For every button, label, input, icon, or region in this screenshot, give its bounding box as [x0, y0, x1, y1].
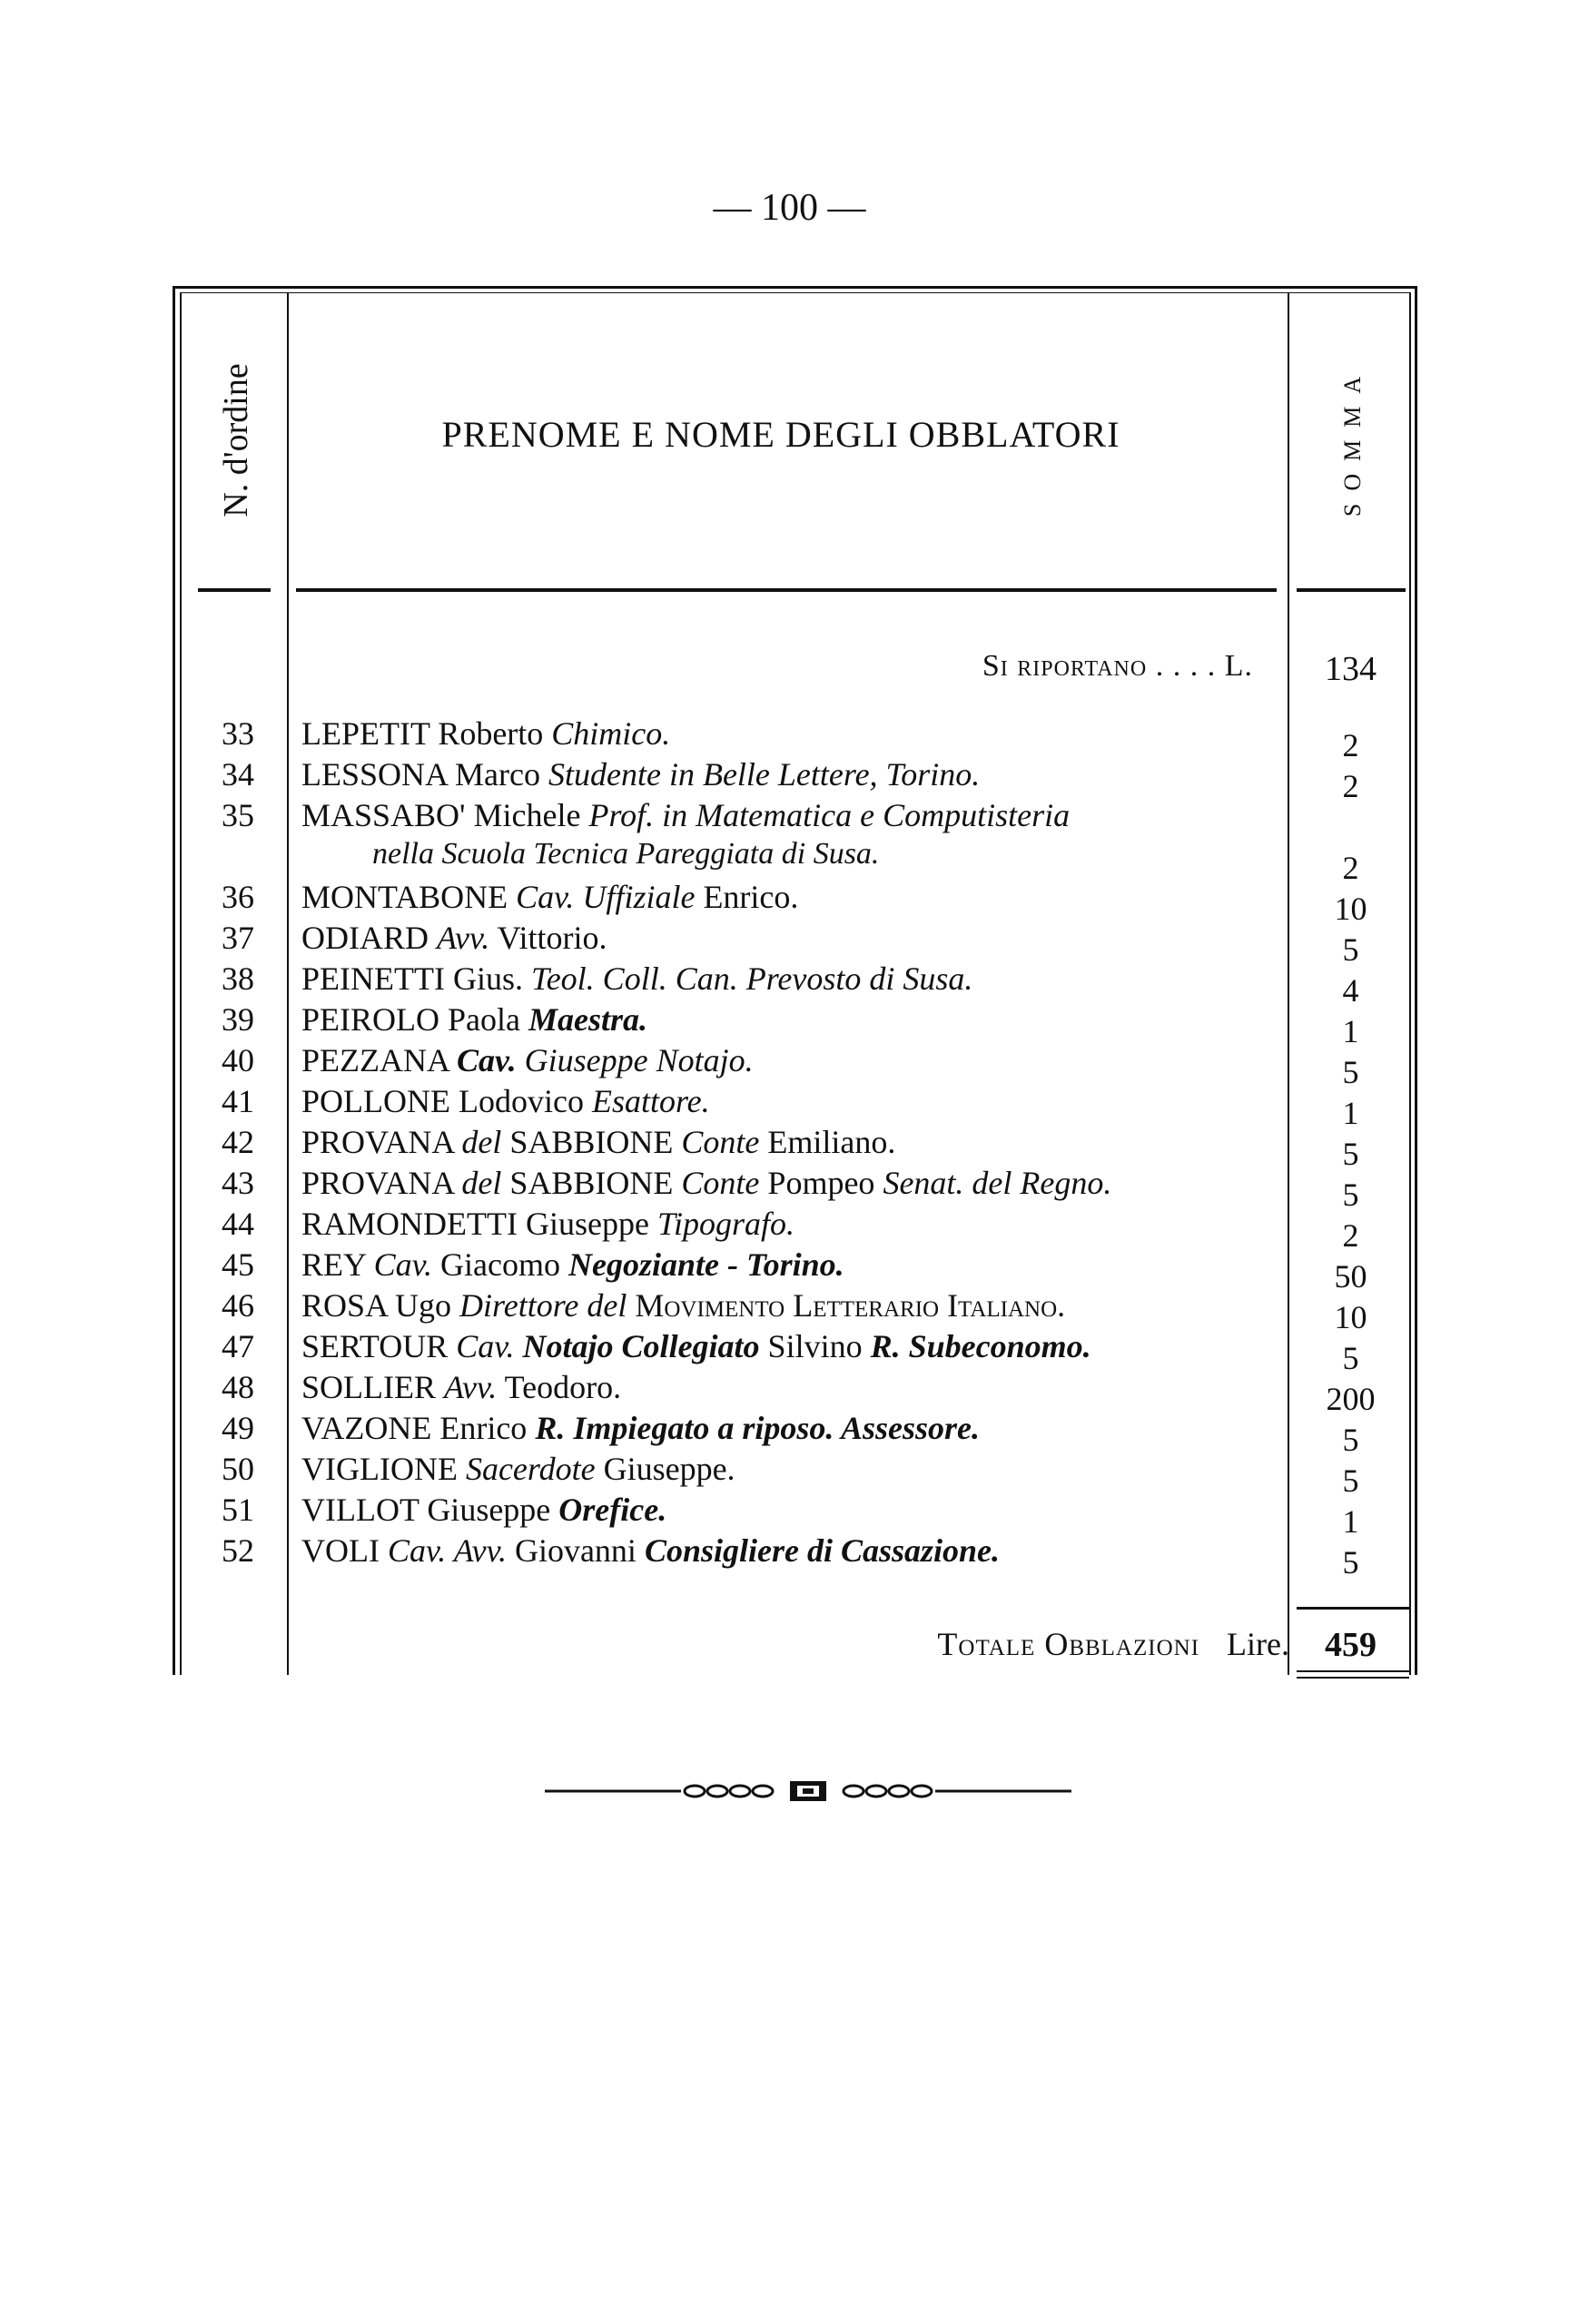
row-number: 47 [222, 1328, 254, 1364]
row-amount: 5 [1342, 1340, 1359, 1376]
donor-title: Studente in Belle Lettere, Torino. [548, 756, 981, 793]
row-amount: 10 [1334, 1299, 1367, 1335]
donor-first-name: Giovanni [514, 1532, 637, 1569]
outer-left-border-inner [180, 292, 182, 1675]
donor-surname: PROVANA [301, 1124, 454, 1160]
total-top-rule [1297, 1607, 1409, 1610]
column-header-sum [1294, 309, 1412, 572]
page-number: — 100 — [713, 187, 866, 229]
header-rule-names [296, 588, 1277, 592]
top-border-inner [180, 292, 1411, 293]
donor-surname: VIGLIONE [301, 1451, 458, 1487]
donor-title: Tipografo. [656, 1206, 795, 1242]
row-amount: 1 [1342, 1095, 1359, 1131]
total-label [763, 1625, 1289, 1663]
total-bottom-rule-2 [1297, 1677, 1409, 1679]
donor-title: Prof. in Matematica e Computisteria [588, 797, 1071, 833]
row-amount: 200 [1326, 1381, 1376, 1417]
donor-first-name: Enrico [439, 1410, 528, 1446]
header-rule-num [198, 588, 271, 592]
row-number: 46 [222, 1287, 254, 1324]
column-header-number-label: N. d'ordine [217, 363, 255, 517]
donor-first-name: Roberto [438, 715, 544, 752]
donor-surname-2: SABBIONE [509, 1124, 674, 1160]
row-donor [301, 1041, 1291, 1079]
donor-first-name: Giuseppe [427, 1492, 551, 1528]
donor-prefix: Cav. [456, 1328, 515, 1364]
row-amount: 50 [1334, 1258, 1367, 1295]
donor-title: Teol. Coll. Can. Prevosto di Susa. [530, 960, 973, 997]
donor-title: Consigliere di Cassazione. [644, 1532, 1000, 1569]
donor-first-name: Gius. [452, 960, 523, 997]
donor-surname: MONTABONE [301, 879, 508, 915]
donor-first-name: Enrico. [703, 879, 799, 915]
row-number: 39 [222, 1001, 254, 1038]
row-donor [301, 1409, 1291, 1447]
row-number: 52 [222, 1532, 254, 1569]
row-donor [301, 960, 1291, 998]
row-donor [301, 755, 1291, 793]
row-number: 51 [222, 1492, 254, 1528]
row-donor [301, 1368, 1291, 1406]
ornament-divider [545, 1777, 1071, 1805]
donor-first-name: Pompeo [767, 1165, 875, 1201]
donor-surname: PROVANA [301, 1165, 454, 1201]
row-number: 49 [222, 1410, 254, 1446]
row-number: 43 [222, 1165, 254, 1201]
donor-first-name: Vittorio. [497, 920, 607, 956]
donor-first-name: Michele [473, 797, 581, 833]
row-amount: 1 [1342, 1013, 1359, 1049]
row-donor [301, 1000, 1291, 1039]
donor-prefix: Avv. [444, 1369, 498, 1405]
donor-first-name: Teodoro. [504, 1369, 622, 1405]
donor-surname: REY [301, 1246, 366, 1283]
donor-surname: ROSA [301, 1287, 388, 1324]
row-amount: 5 [1342, 931, 1359, 968]
carry-over-value: 134 [1325, 650, 1377, 688]
row-donor [301, 1246, 1291, 1284]
donor-first-name: Emiliano. [767, 1124, 896, 1160]
donor-first-name: Giacomo [440, 1246, 560, 1283]
row-donor [301, 1082, 1291, 1120]
row-number: 48 [222, 1369, 254, 1405]
row-donor [301, 1164, 1291, 1202]
donor-surname: LEPETIT [301, 715, 430, 752]
donor-title: Uffiziale [582, 879, 696, 915]
donor-title: R. Impiegato a riposo. Assessore. [535, 1410, 981, 1446]
donor-title: Chimico. [551, 715, 671, 752]
donor-title: Direttore del [459, 1287, 627, 1324]
total-value: 459 [1325, 1626, 1377, 1664]
donor-prefix: del [461, 1165, 502, 1201]
donor-surname: PEINETTI [301, 960, 445, 997]
donor-surname: LESSONA [301, 756, 448, 793]
donor-surname: MASSABO' [301, 797, 466, 833]
donor-title: Maestra. [528, 1001, 647, 1038]
donor-title: Sacerdote [465, 1451, 596, 1487]
donor-prefix: Avv. [437, 920, 490, 956]
row-number: 44 [222, 1206, 254, 1242]
header-rule-sum [1297, 588, 1406, 592]
row-number: 34 [222, 756, 254, 793]
donor-title: Giuseppe Notajo. [524, 1042, 754, 1078]
row-donor [301, 1450, 1291, 1488]
row-number: 33 [222, 715, 254, 752]
column-header-number [191, 309, 281, 572]
donor-publication: Movimento Letterario Italiano. [635, 1287, 1066, 1324]
row-number: 41 [222, 1083, 254, 1119]
row-donor [301, 1286, 1291, 1324]
row-amount: 5 [1342, 1462, 1359, 1499]
row-donor [301, 919, 1291, 957]
outer-right-border [1415, 286, 1417, 1675]
row-donor [301, 1123, 1291, 1161]
donor-surname-2: SABBIONE [509, 1165, 674, 1201]
donor-surname: SERTOUR [301, 1328, 449, 1364]
donor-title: Senat. del Regno. [883, 1165, 1112, 1201]
donor-title: Esattore. [591, 1083, 710, 1119]
row-number: 40 [222, 1042, 254, 1078]
donor-prefix-2: Conte [681, 1124, 760, 1160]
row-number: 35 [222, 797, 254, 833]
row-number: 38 [222, 960, 254, 997]
row-amount: 10 [1334, 891, 1367, 927]
num-col-separator [287, 292, 289, 1675]
donor-surname: VAZONE [301, 1410, 432, 1446]
row-amount: 2 [1342, 768, 1359, 804]
donor-prefix-2: Conte [681, 1165, 760, 1201]
donor-prefix: Cav. Avv. [387, 1532, 507, 1569]
donor-first-name: Silvino [767, 1328, 863, 1364]
donor-title: Notajo Collegiato [522, 1328, 760, 1364]
donor-surname: SOLLIER [301, 1369, 436, 1405]
row-amount: 2 [1342, 850, 1359, 886]
row-donor [301, 878, 1291, 916]
carry-over-label: Si riportano . . . . L. [982, 649, 1253, 683]
donor-surname: RAMONDETTI [301, 1206, 518, 1242]
donor-first-name: Marco [455, 756, 540, 793]
donor-surname: POLLONE [301, 1083, 450, 1119]
row-amount: 5 [1342, 1177, 1359, 1213]
donor-prefix: Cav. [457, 1042, 517, 1078]
row-amount: 2 [1342, 727, 1359, 763]
donor-title-2: R. Subeconomo. [870, 1328, 1091, 1364]
donor-surname: PEIROLO [301, 1001, 439, 1038]
row-amount: 5 [1342, 1054, 1359, 1090]
donor-first-name: Paola [448, 1001, 520, 1038]
row-donor [301, 1531, 1291, 1570]
donor-prefix: del [461, 1124, 502, 1160]
donor-first-name: Ugo [395, 1287, 452, 1324]
row-number: 36 [222, 879, 254, 915]
row-donor [301, 1491, 1291, 1529]
row-donor [301, 1205, 1291, 1243]
donor-surname: VOLI [301, 1532, 380, 1569]
row-number: 50 [222, 1451, 254, 1487]
row-amount: 5 [1342, 1544, 1359, 1581]
total-label-text: Totale Obblazioni [937, 1626, 1200, 1662]
donor-surname: VILLOT [301, 1492, 419, 1528]
row-amount: 5 [1342, 1136, 1359, 1172]
row-number: 45 [222, 1246, 254, 1283]
row-amount: 4 [1342, 972, 1359, 1009]
row-amount: 5 [1342, 1422, 1359, 1458]
donor-title: Orefice. [558, 1492, 667, 1528]
row-number: 42 [222, 1124, 254, 1160]
total-currency: Lire. [1227, 1626, 1289, 1662]
outer-left-border [173, 286, 175, 1675]
row-donor [301, 1327, 1291, 1365]
donor-first-name: Giuseppe [525, 1206, 649, 1242]
donor-prefix: Cav. [516, 879, 575, 915]
total-bottom-rule-1 [1297, 1670, 1409, 1672]
donor-surname: PEZZANA [301, 1042, 449, 1078]
donor-surname: ODIARD [301, 920, 429, 956]
donor-first-name: Lodovico [459, 1083, 584, 1119]
row-donor [301, 714, 1291, 753]
row-number: 37 [222, 920, 254, 956]
row-amount: 1 [1342, 1503, 1359, 1540]
donor-title: Negoziante - Torino. [567, 1246, 844, 1283]
donor-first-name: Giuseppe. [603, 1451, 735, 1487]
donor-title-continued: nella Scuola Tecnica Pareggiata di Susa. [372, 837, 880, 871]
donor-prefix: Cav. [373, 1246, 432, 1283]
column-header-sum-label: SOMMA [1339, 363, 1366, 517]
row-amount: 2 [1342, 1217, 1359, 1254]
top-border [173, 286, 1417, 289]
column-header-names: PRENOME E NOME DEGLI OBBLATORI [441, 414, 1120, 455]
row-donor [301, 796, 1291, 834]
